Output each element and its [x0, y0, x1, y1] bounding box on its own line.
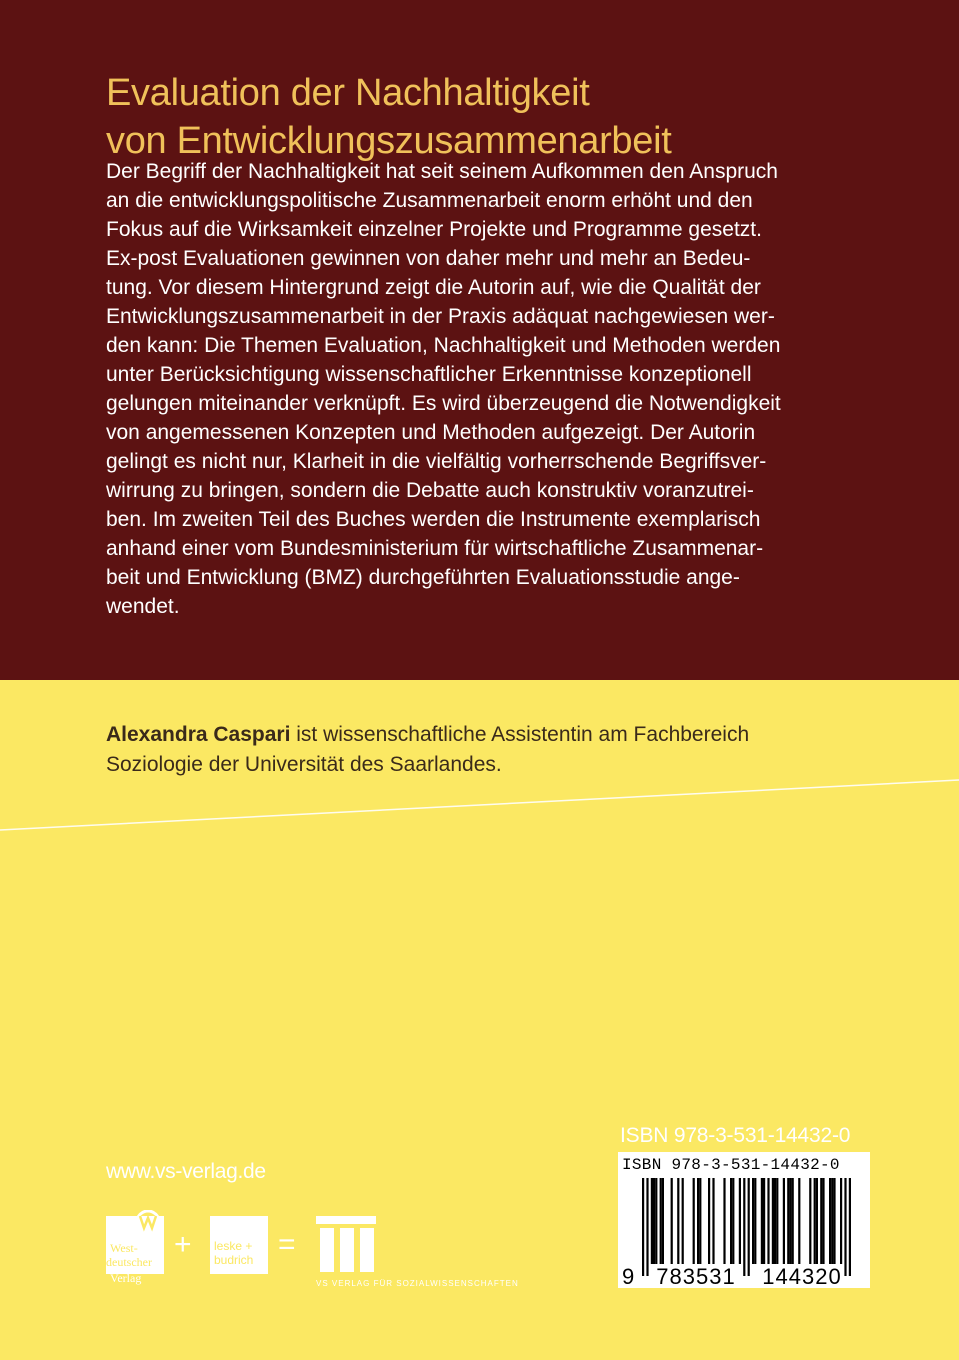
- vs-verlag-logo-text: VS VERLAG FÜR SOZIALWISSENSCHAFTEN: [316, 1279, 519, 1288]
- barcode-bar: [763, 1178, 765, 1264]
- barcode-bar: [739, 1178, 741, 1264]
- author-bio-line: Soziologie der Universität des Saarlandes.: [106, 753, 502, 776]
- barcode-bar: [662, 1178, 664, 1264]
- blurb-line: Entwicklungszusammenarbeit in der Praxis adäquat nachgewiesen wer-: [106, 305, 775, 328]
- barcode-bar: [820, 1178, 822, 1264]
- barcode-bar: [831, 1178, 833, 1264]
- barcode-bar: [809, 1178, 811, 1264]
- barcode-bar: [776, 1178, 778, 1264]
- blurb-line: ben. Im zweiten Teil des Buches werden die Instrumente exemplarisch: [106, 508, 761, 531]
- barcode-bar: [761, 1178, 763, 1264]
- barcode-bar: [829, 1178, 831, 1264]
- barcode-bar: [844, 1178, 846, 1276]
- plus-sign: +: [174, 1228, 192, 1261]
- barcode-bar: [822, 1178, 824, 1264]
- barcode-bar: [677, 1178, 679, 1264]
- barcode-bar: [651, 1178, 653, 1264]
- barcode-digits-left: 783531: [656, 1264, 736, 1289]
- barcode-bar: [655, 1178, 657, 1264]
- author-bio-text: ist wissenschaftliche Assistentin am Fachbereich: [290, 723, 750, 746]
- westdeutscher-verlag-logo: [106, 1211, 164, 1285]
- title-line: von Entwicklungszusammenarbeit: [106, 120, 672, 163]
- vs-verlag-logo: [316, 1216, 519, 1288]
- book-title: [106, 69, 926, 165]
- barcode-bar: [748, 1178, 750, 1276]
- author-name: Alexandra Caspari: [106, 723, 291, 746]
- barcode-bar: [712, 1178, 714, 1264]
- leske-budrich-logo: [210, 1216, 268, 1274]
- barcode-bar: [833, 1178, 835, 1264]
- barcode-bar: [671, 1178, 673, 1264]
- westdeutscher-logo-line: deutscher: [106, 1255, 152, 1269]
- westdeutscher-logo-line: Verlag: [110, 1271, 142, 1285]
- blurb-line: gelingt es nicht nur, Klarheit in die vielfältig vorherrschende Begriffsver-: [106, 450, 767, 473]
- barcode-bar: [642, 1178, 644, 1276]
- barcode-bar: [754, 1178, 756, 1264]
- title-line: Evaluation der Nachhaltigkeit: [106, 72, 590, 115]
- blurb-line: anhand einer vom Bundesministerium für wirtschaftliche Zusammenar-: [106, 537, 764, 560]
- barcode-bar: [743, 1178, 745, 1276]
- barcode-bar: [730, 1178, 732, 1264]
- blurb-line: beit und Entwicklung (BMZ) durchgeführten Evaluationsstudie ange-: [106, 566, 740, 589]
- blurb-line: wendet.: [106, 595, 180, 618]
- author-bio: [106, 720, 906, 780]
- blurb-line: Der Begriff der Nachhaltigkeit hat seit seinem Aufkommen den Anspruch: [106, 160, 778, 183]
- equals-sign: =: [278, 1228, 296, 1261]
- publisher-website: www.vs-verlag.de: [106, 1160, 266, 1183]
- publisher-logos: [106, 1210, 556, 1300]
- barcode-bar: [646, 1178, 648, 1276]
- barcode-bar: [732, 1178, 734, 1264]
- westdeutscher-logo-line: West-: [110, 1241, 138, 1255]
- barcode-bar: [723, 1178, 725, 1264]
- blurb-line: Fokus auf die Wirksamkeit einzelner Projekte und Programme gesetzt.: [106, 218, 762, 241]
- blurb-line: von angemessenen Konzepten und Methoden aufgezeigt. Der Autorin: [106, 421, 756, 444]
- blurb-line: Ex-post Evaluationen gewinnen von daher mehr und mehr an Bedeu-: [106, 247, 751, 270]
- barcode-bar: [660, 1178, 662, 1264]
- barcode-bar: [849, 1178, 851, 1276]
- blurb-line: gelungen miteinander verknüpft. Es wird überzeugend die Notwendigkeit: [106, 392, 781, 415]
- barcode-bar: [840, 1178, 842, 1264]
- barcode-bar: [699, 1178, 701, 1264]
- barcode-bar: [816, 1178, 818, 1264]
- blurb-line: den kann: Die Themen Evaluation, Nachhaltigkeit und Methoden werden: [106, 334, 781, 357]
- barcode-bar: [789, 1178, 791, 1264]
- barcode-bar: [814, 1178, 816, 1264]
- leske-logo-line: budrich: [214, 1253, 254, 1267]
- barcode-bar: [682, 1178, 684, 1264]
- barcode-bar: [708, 1178, 710, 1264]
- barcode-bar: [767, 1178, 769, 1264]
- blurb-line: an die entwicklungspolitische Zusammenarbeit enorm erhöht und den: [106, 189, 753, 212]
- blurb-line: tung. Vor diesem Hintergrund zeigt die Autorin auf, wie die Qualität der: [106, 276, 761, 299]
- isbn-text: ISBN 978-3-531-14432-0: [620, 1124, 851, 1147]
- barcode-bar: [774, 1178, 776, 1264]
- blurb-text: [106, 157, 896, 621]
- barcode-digits-right: 144320: [762, 1264, 842, 1289]
- barcode-bar: [783, 1178, 785, 1264]
- barcode-bar: [697, 1178, 699, 1264]
- barcode-digit-first: 9: [622, 1264, 635, 1289]
- barcode-bar: [792, 1178, 794, 1264]
- leske-logo-line: leske +: [214, 1239, 253, 1253]
- author-bio-line: [106, 720, 906, 750]
- blurb-line: unter Berücksichtigung wissenschaftlicher Erkenntnisse konzeptionell: [106, 363, 752, 386]
- barcode-bar: [787, 1178, 789, 1264]
- barcode-isbn: ISBN 978-3-531-14432-0: [622, 1156, 840, 1174]
- barcode-bar: [752, 1178, 754, 1264]
- barcode: [618, 1152, 870, 1288]
- barcode-bar: [772, 1178, 774, 1264]
- barcode-bar: [693, 1178, 695, 1264]
- barcode-bar: [653, 1178, 655, 1264]
- barcode-bar: [798, 1178, 800, 1264]
- blurb-line: wirrung zu bringen, sondern die Debatte auch konstruktiv voranzutrei-: [106, 479, 754, 502]
